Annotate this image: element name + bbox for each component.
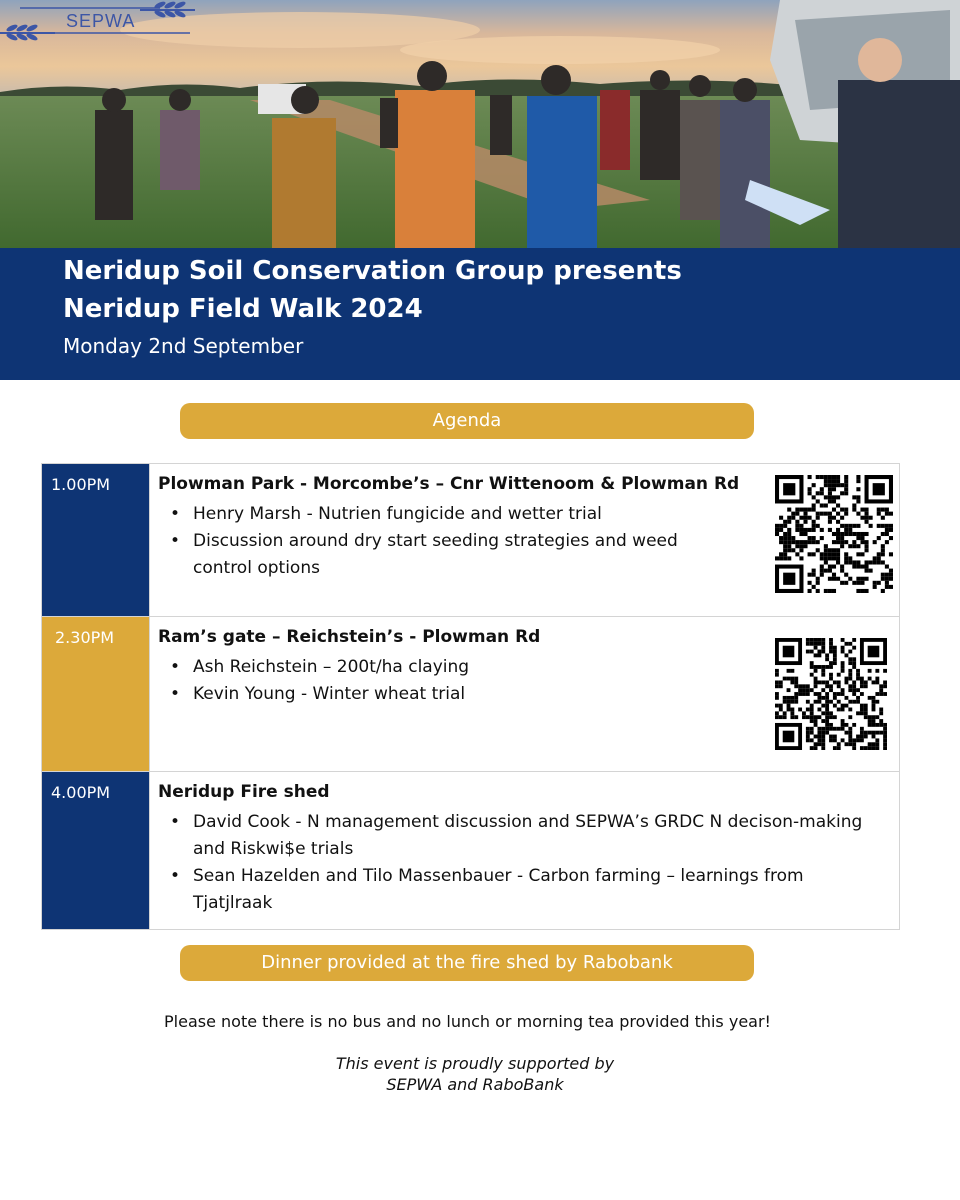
dinner-banner: Dinner provided at the fire shed by Rabobank (180, 945, 754, 981)
agenda-content (149, 617, 899, 771)
agenda-location: Neridup Fire shed (158, 782, 330, 802)
agenda-content (149, 464, 899, 616)
agenda-row (42, 772, 899, 929)
agenda-item: • Ash Reichstein – 200t/ha claying (158, 654, 469, 681)
agenda-heading: Agenda (180, 403, 754, 439)
sepwa-logo (0, 0, 200, 44)
agenda-item: • Kevin Young - Winter wheat trial (158, 681, 469, 708)
agenda-items (158, 654, 469, 708)
agenda-items (158, 809, 878, 917)
agenda-location: Ram’s gate – Reichstein’s - Plowman Rd (158, 627, 541, 647)
agenda-time: 1.00PM (42, 464, 149, 616)
agenda-item: • Discussion around dry start seeding strategies and weed control options (158, 528, 678, 582)
agenda-item: • Henry Marsh - Nutrien fungicide and wetter trial (158, 501, 678, 528)
agenda-item: • Sean Hazelden and Tilo Massenbauer - Carbon farming – learnings from Tjatjlraak (158, 863, 878, 917)
title-band (0, 248, 960, 380)
agenda-items (158, 501, 678, 582)
support-line-1: This event is proudly supported by (335, 1054, 615, 1073)
presenter-title: Neridup Soil Conservation Group presents (63, 256, 682, 286)
agenda-location: Plowman Park - Morcombe’s – Cnr Wittenoom & Plowman Rd (158, 474, 740, 494)
event-title: Neridup Field Walk 2024 (63, 294, 423, 324)
no-bus-note: Please note there is no bus and no lunch or morning tea provided this year! (164, 1012, 771, 1031)
hero-photo (0, 0, 960, 248)
agenda-row (42, 617, 899, 772)
agenda-item: • David Cook - N management discussion and SEPWA’s GRDC N decison-making and Riskwi$e trials (158, 809, 878, 863)
qr-code[interactable] (775, 638, 887, 750)
event-date: Monday 2nd September (63, 334, 304, 358)
qr-code[interactable] (775, 475, 893, 593)
support-line-2: SEPWA and RaboBank (386, 1075, 564, 1094)
support-credit (0, 1053, 950, 1095)
agenda-content (149, 772, 899, 929)
agenda-row (42, 464, 899, 617)
logo-text: SEPWA (66, 11, 136, 31)
agenda-table (41, 463, 900, 930)
agenda-time: 2.30PM (42, 617, 149, 771)
agenda-time: 4.00PM (42, 772, 149, 929)
